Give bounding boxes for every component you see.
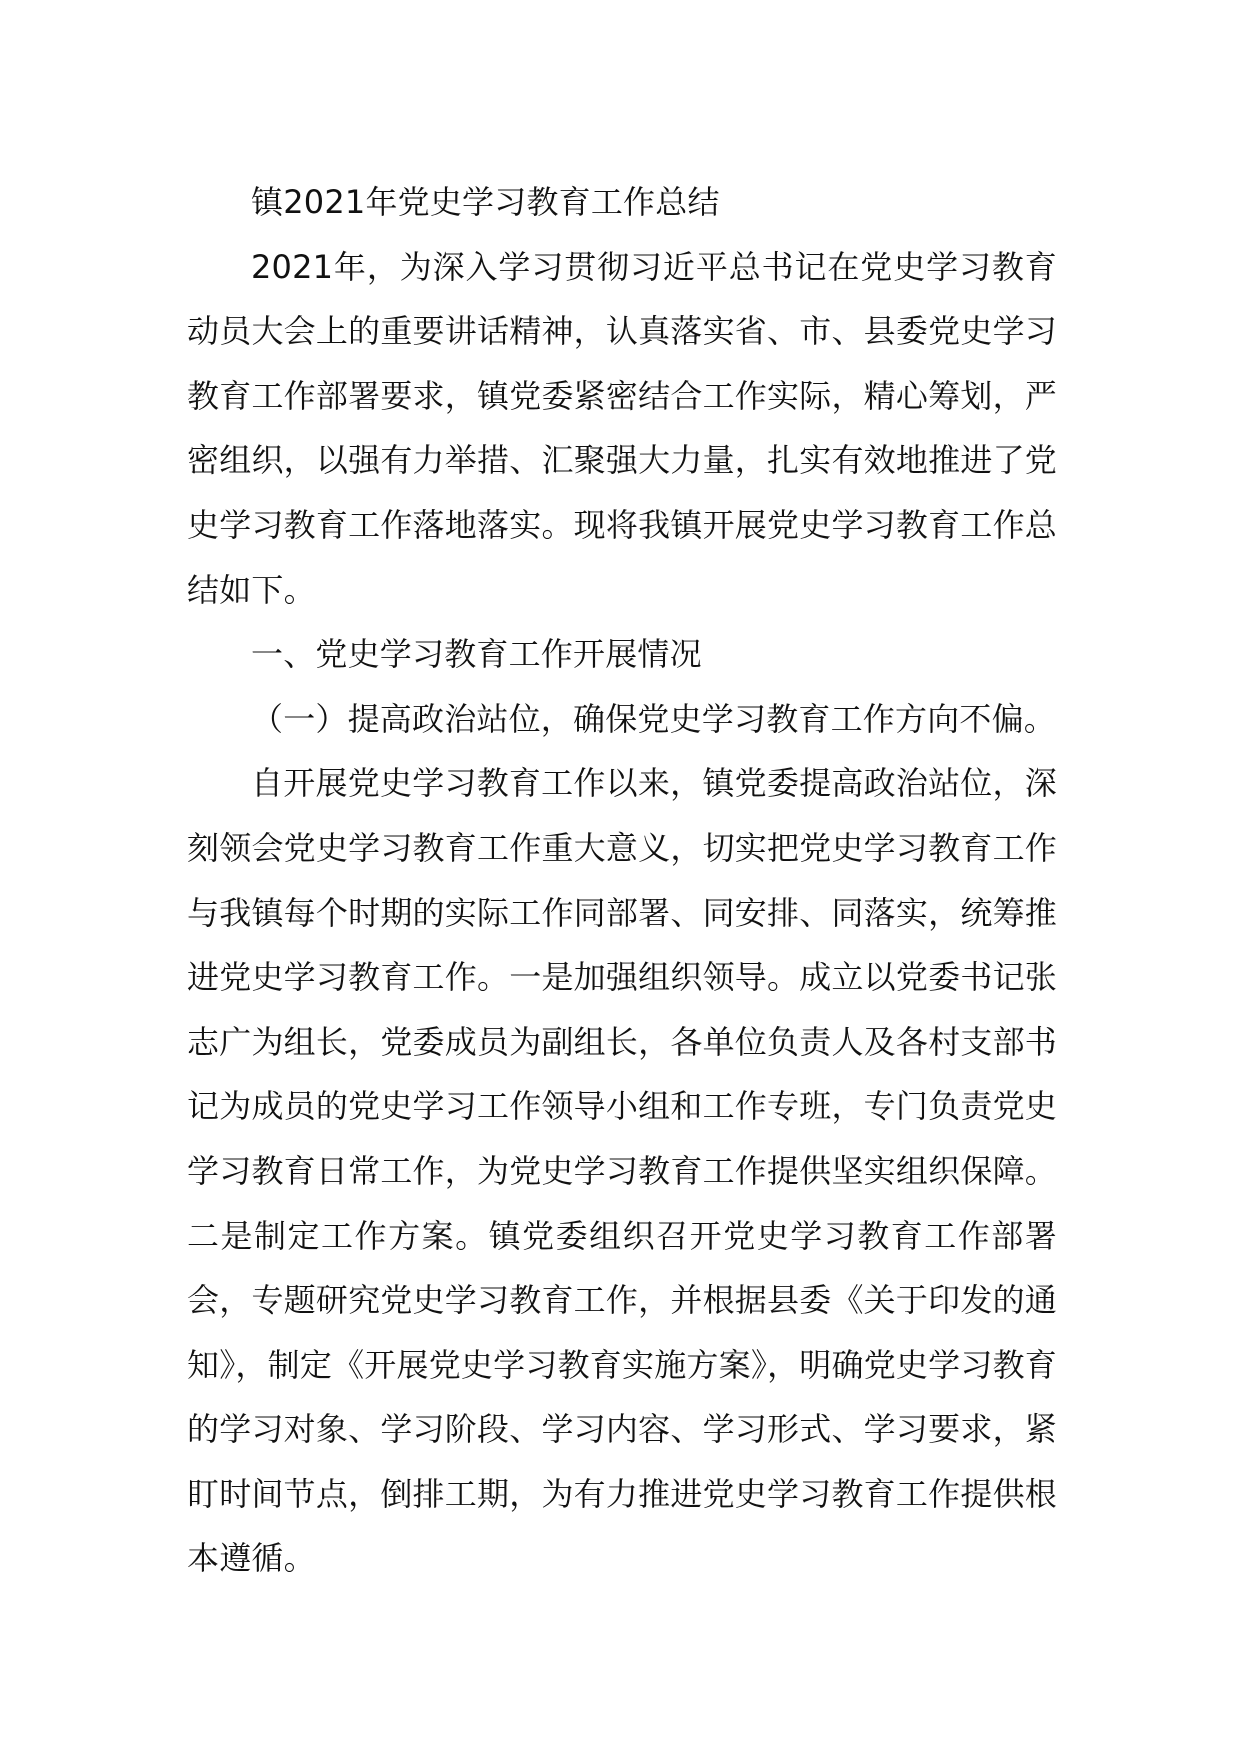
subsection-heading: （一）提高政治站位，确保党史学习教育工作方向不偏。 <box>251 699 1057 738</box>
document-title: 镇2021年党史学习教育工作总结 <box>251 183 720 221</box>
paragraph-intro: 2021年，为深入学习贯彻习近平总书记在党史学习教育动员大会上的重要讲话精神，认真落实省、市、县委党史学习教育工作部署要求，镇党委紧密结合工作实际，精心筹划，严密组织，以强有力举措、汇聚强大力量，扎实有效地推进了党史学习教育工作落地落实。现将我镇开展党史学习教育工作总结如下。 <box>187 247 1057 609</box>
section-heading: 一、党史学习教育工作开展情况 <box>251 635 702 674</box>
document-body <box>187 170 1057 1591</box>
paragraph-body: 自开展党史学习教育工作以来，镇党委提高政治站位，深刻领会党史学习教育工作重大意义，切实把党史学习教育工作与我镇每个时期的实际工作同部署、同安排、同落实，统筹推进党史学习教育工作。一是加强组织领导。成立以党委书记张志广为组长，党委成员为副组长，各单位负责人及各村支部书记为成员的党史学习工作领导小组和工作专班，专门负责党史学习教育日常工作，为党史学习教育工作提供坚实组织保障。二是制定工作方案。镇党委组织召开党史学习教育工作部署会，专题研究党史学习教育工作，并根据县委《关于印发的通知》，制定《开展党史学习教育实施方案》，明确党史学习教育的学习对象、学习阶段、学习内容、学习形式、学习要求，紧盯时间节点，倒排工期，为有力推进党史学习教育工作提供根本遵循。 <box>187 764 1057 1578</box>
